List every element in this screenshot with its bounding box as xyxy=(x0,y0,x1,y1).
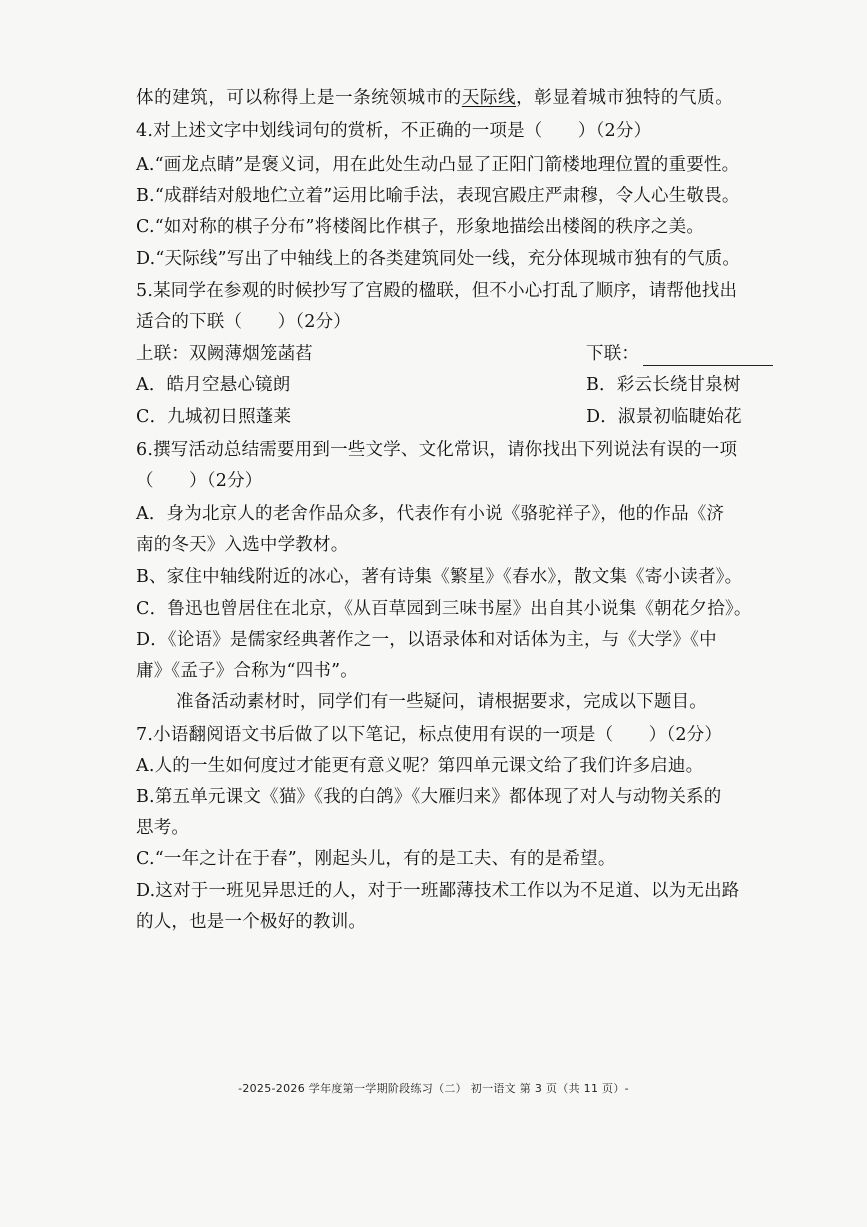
question-5-option-b: B．彩云长绕甘泉树 xyxy=(586,375,741,395)
upper-couplet: 上联：双阙薄烟笼菡萏 xyxy=(136,344,313,364)
lower-couplet-label: 下联： xyxy=(586,344,640,364)
question-7-option-b-line1: B.第五单元课文《猫》《我的白鸽》《大雁归来》都体现了对人与动物关系的 xyxy=(136,787,722,807)
question-7-option-c: C.“一年之计在于春”，刚起头儿，有的是工夫、有的是希望。 xyxy=(136,849,616,869)
question-6-option-a-line1: A．身为北京人的老舍作品众多，代表作有小说《骆驼祥子》，他的作品《济 xyxy=(136,504,725,524)
question-6-option-d-line2: 庸》《孟子》合称为“四书”。 xyxy=(136,661,358,681)
question-6-stem-line1: 6.撰写活动总结需要用到一些文学、文化常识，请你找出下列说法有误的一项 xyxy=(136,440,738,460)
question-7-stem: 7.小语翻阅语文书后做了以下笔记，标点使用有误的一项是（ ）（2分） xyxy=(136,725,723,745)
lower-couplet xyxy=(586,342,773,366)
question-5-option-d: D．淑景初临睫始花 xyxy=(586,407,742,427)
passage-ending xyxy=(136,86,836,110)
question-5-option-c: C．九城初日照蓬莱 xyxy=(136,407,292,427)
passage-text-end: ，彰显着城市独特的气质。 xyxy=(516,88,734,108)
underlined-phrase: 天际线 xyxy=(461,88,517,108)
question-5-couplet-row xyxy=(136,342,836,366)
question-4-option-c: C.“如对称的棋子分布”将楼阁比作棋子，形象地描绘出楼阁的秩序之美。 xyxy=(136,217,705,237)
question-4-option-b: B.“成群结对般地伫立着”运用比喻手法，表现宫殿庄严肃穆，令人心生敬畏。 xyxy=(136,186,740,206)
question-5-options-row2 xyxy=(136,405,836,429)
question-6-option-c: C．鲁迅也曾居住在北京，《从百草园到三味书屋》出自其小说集《朝花夕拾》。 xyxy=(136,599,752,619)
question-4-stem: 4.对上述文字中划线词句的赏析，不正确的一项是（ ）（2分） xyxy=(136,121,652,141)
question-7-option-d-line1: D.这对于一班见异思迁的人，对于一班鄙薄技术工作以为不足道、以为无出路 xyxy=(136,881,740,901)
question-6-option-b: B、家住中轴线附近的冰心，著有诗集《繁星》《春水》，散文集《寄小读者》。 xyxy=(136,567,743,587)
question-7-option-a: A.人的一生如何度过才能更有意义呢？第四单元课文给了我们许多启迪。 xyxy=(136,756,704,776)
question-7-option-b-line2: 思考。 xyxy=(136,818,190,838)
question-7-option-d-line2: 的人，也是一个极好的教训。 xyxy=(136,912,367,932)
question-5-options-row1 xyxy=(136,373,836,397)
answer-blank xyxy=(643,347,773,366)
question-4-option-a: A.“画龙点睛”是褒义词，用在此处生动凸显了正阳门箭楼地理位置的重要性。 xyxy=(136,155,740,175)
question-5-option-a: A．皓月空悬心镜朗 xyxy=(136,375,291,395)
question-6-option-d-line1: D．《论语》是儒家经典著作之一，以语录体和对话体为主，与《大学》《中 xyxy=(136,630,717,650)
question-5-stem-line1: 5.某同学在参观的时候抄写了宫殿的楹联，但不小心打乱了顺序，请帮他找出 xyxy=(136,281,738,301)
passage-text: 体的建筑，可以称得上是一条统领城市的 xyxy=(136,88,462,108)
section-intro: 准备活动素材时，同学们有一些疑问，请根据要求，完成以下题目。 xyxy=(176,692,707,712)
page-footer: -2025-2026 学年度第一学期阶段练习（二） 初一语文 第 3 页（共 11 页）- xyxy=(238,1082,629,1095)
question-5-stem-line2: 适合的下联（ ）（2分） xyxy=(136,312,351,332)
question-4-option-d: D.“天际线”写出了中轴线上的各类建筑同处一线，充分体现城市独有的气质。 xyxy=(136,249,741,269)
question-6-option-a-line2: 南的冬天》入选中学教材。 xyxy=(136,535,349,555)
question-6-stem-line2: （ ）（2分） xyxy=(136,471,263,491)
